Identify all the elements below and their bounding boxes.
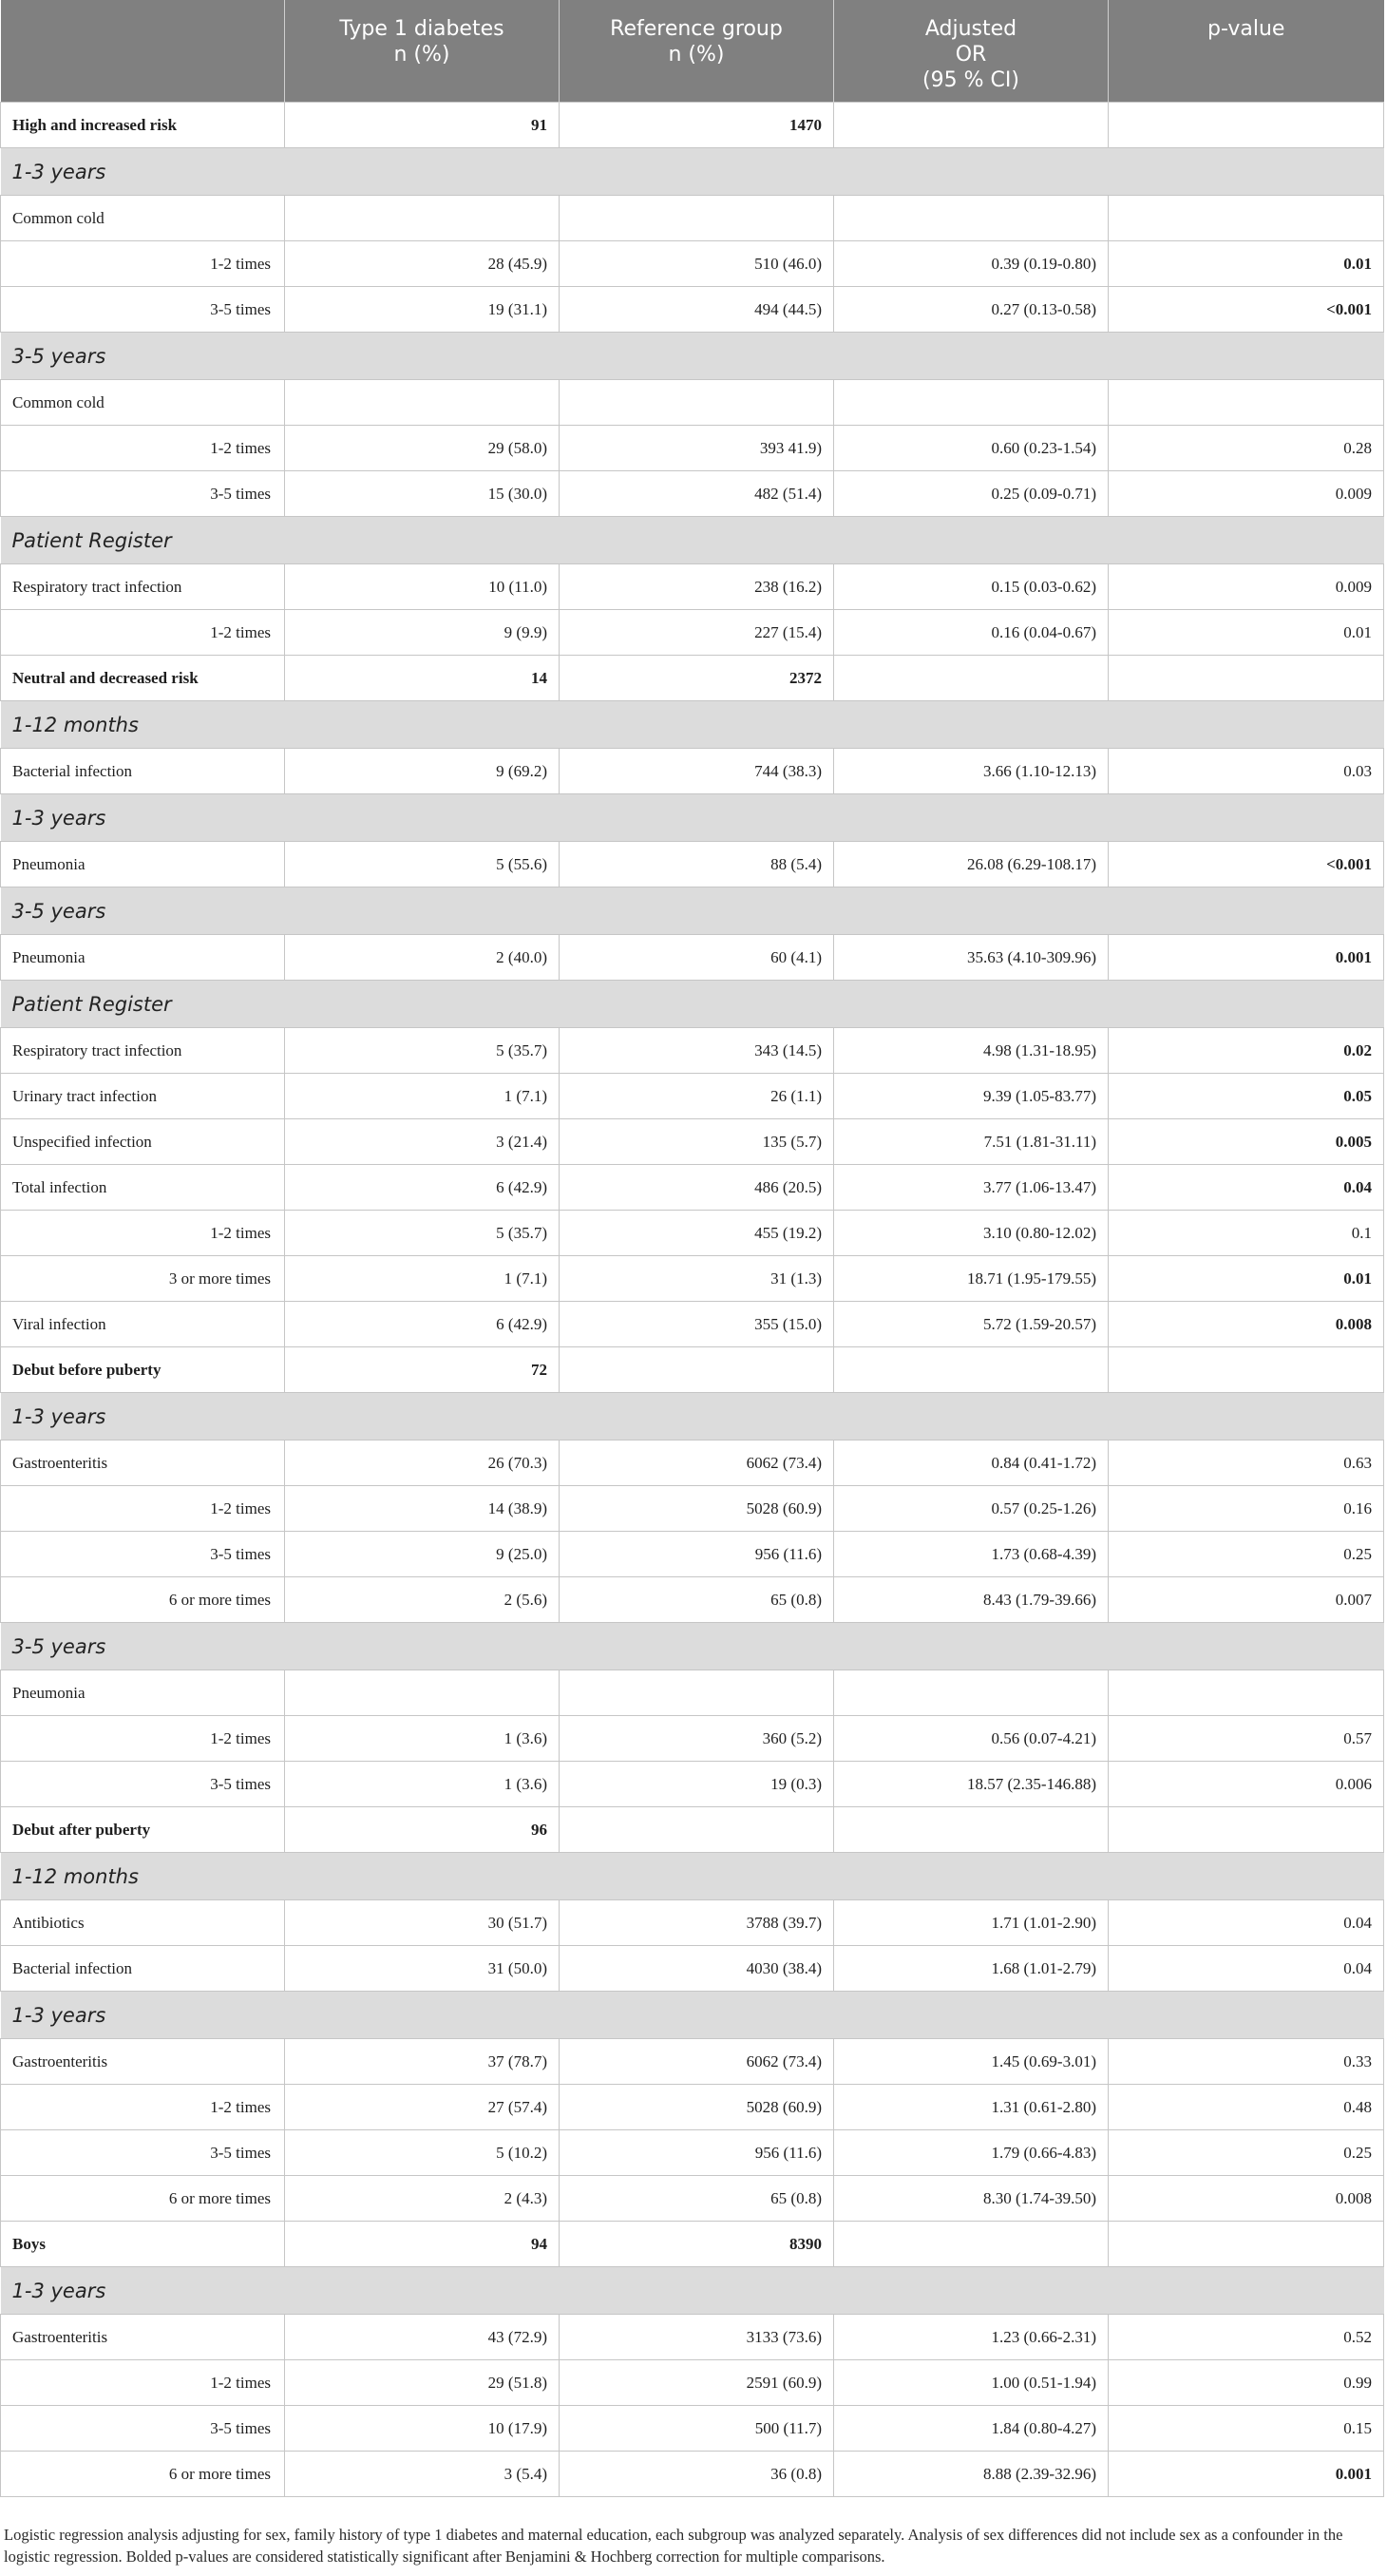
subgroup-row xyxy=(1,103,1384,148)
adjusted-or-value: 0.60 (0.23-1.54) xyxy=(834,426,1109,471)
outcome-row xyxy=(1,749,1384,794)
adjusted-or-value: 26.08 (6.29-108.17) xyxy=(834,842,1109,887)
header-line: OR xyxy=(955,43,987,67)
type1-diabetes-value: 2 (5.6) xyxy=(285,1577,560,1623)
empty-cell xyxy=(560,196,834,241)
section-title: 1-12 months xyxy=(1,701,1384,749)
row-label: Bacterial infection xyxy=(1,1946,285,1992)
adjusted-or-value: 0.15 (0.03-0.62) xyxy=(834,564,1109,610)
section-header-row xyxy=(1,1623,1384,1670)
section-header-row xyxy=(1,794,1384,842)
reference-group-value: 956 (11.6) xyxy=(560,2130,834,2176)
adjusted-or-value: 0.84 (0.41-1.72) xyxy=(834,1441,1109,1486)
section-header-row xyxy=(1,148,1384,196)
adjusted-or-value: 9.39 (1.05-83.77) xyxy=(834,1074,1109,1119)
outcome-row xyxy=(1,1900,1384,1946)
reference-group-value: 65 (0.8) xyxy=(560,2176,834,2222)
type1-diabetes-value: 30 (51.7) xyxy=(285,1900,560,1946)
type1-diabetes-value: 9 (25.0) xyxy=(285,1532,560,1577)
row-label: 1-2 times xyxy=(1,2360,285,2406)
type1-diabetes-value: 1 (7.1) xyxy=(285,1256,560,1302)
reference-group-value: 238 (16.2) xyxy=(560,564,834,610)
row-label: Respiratory tract infection xyxy=(1,564,285,610)
row-label: Pneumonia xyxy=(1,842,285,887)
significant-p-value: <0.001 xyxy=(1326,299,1372,318)
empty-cell xyxy=(285,380,560,426)
frequency-row xyxy=(1,2176,1384,2222)
type1-diabetes-value: 5 (10.2) xyxy=(285,2130,560,2176)
section-title: 3-5 years xyxy=(1,1623,1384,1670)
reference-group-value: 6062 (73.4) xyxy=(560,2039,834,2085)
header-line: Type 1 diabetes xyxy=(339,17,504,41)
reference-group-value: 135 (5.7) xyxy=(560,1119,834,1165)
section-title: 3-5 years xyxy=(1,887,1384,935)
empty-cell xyxy=(834,380,1109,426)
adjusted-or-value: 0.16 (0.04-0.67) xyxy=(834,610,1109,656)
significant-p-value: 0.005 xyxy=(1335,1132,1372,1151)
adjusted-or-value: 8.30 (1.74-39.50) xyxy=(834,2176,1109,2222)
section-title: 1-3 years xyxy=(1,1393,1384,1441)
reference-group-value: 360 (5.2) xyxy=(560,1716,834,1762)
p-value xyxy=(1109,656,1384,701)
row-label: Neutral and decreased risk xyxy=(1,656,285,701)
type1-diabetes-value: 26 (70.3) xyxy=(285,1441,560,1486)
type1-diabetes-value: 9 (9.9) xyxy=(285,610,560,656)
type1-diabetes-value: 94 xyxy=(285,2222,560,2267)
outcome-row xyxy=(1,935,1384,981)
reference-group-value: 227 (15.4) xyxy=(560,610,834,656)
reference-group-value: 343 (14.5) xyxy=(560,1028,834,1074)
row-label: Debut before puberty xyxy=(1,1347,285,1393)
section-header-row xyxy=(1,1853,1384,1900)
outcome-row xyxy=(1,2315,1384,2360)
reference-group-value: 1470 xyxy=(560,103,834,148)
significant-p-value: 0.04 xyxy=(1343,1177,1372,1196)
frequency-row xyxy=(1,1577,1384,1623)
row-label: Debut after puberty xyxy=(1,1807,285,1853)
type1-diabetes-value: 5 (55.6) xyxy=(285,842,560,887)
outcome-row xyxy=(1,564,1384,610)
p-value xyxy=(1109,1302,1384,1347)
section-title: 1-3 years xyxy=(1,148,1384,196)
section-header-row xyxy=(1,701,1384,749)
type1-diabetes-value: 29 (51.8) xyxy=(285,2360,560,2406)
section-title: 3-5 years xyxy=(1,333,1384,380)
outcome-row xyxy=(1,1946,1384,1992)
outcome-label-row xyxy=(1,1670,1384,1716)
header-line: Adjusted xyxy=(924,17,1017,41)
row-label: 1-2 times xyxy=(1,2085,285,2130)
type1-diabetes-value: 72 xyxy=(285,1347,560,1393)
row-label: 3 or more times xyxy=(1,1256,285,1302)
outcome-row xyxy=(1,1119,1384,1165)
reference-group-value: 31 (1.3) xyxy=(560,1256,834,1302)
header-reference-group xyxy=(560,0,834,103)
p-value: 0.006 xyxy=(1109,1762,1384,1807)
row-label: 1-2 times xyxy=(1,1486,285,1532)
section-header-row xyxy=(1,887,1384,935)
subgroup-row xyxy=(1,1807,1384,1853)
p-value: 0.52 xyxy=(1109,2315,1384,2360)
significant-p-value: 0.008 xyxy=(1335,1314,1372,1333)
type1-diabetes-value: 5 (35.7) xyxy=(285,1028,560,1074)
row-label: 1-2 times xyxy=(1,426,285,471)
empty-cell xyxy=(834,196,1109,241)
outcome-label-row xyxy=(1,196,1384,241)
section-title: Patient Register xyxy=(1,517,1384,564)
adjusted-or-value xyxy=(834,2222,1109,2267)
type1-diabetes-value: 19 (31.1) xyxy=(285,287,560,333)
p-value xyxy=(1109,1074,1384,1119)
adjusted-or-value: 1.00 (0.51-1.94) xyxy=(834,2360,1109,2406)
frequency-row xyxy=(1,287,1384,333)
frequency-row xyxy=(1,2085,1384,2130)
adjusted-or-value: 1.23 (0.66-2.31) xyxy=(834,2315,1109,2360)
frequency-row xyxy=(1,1762,1384,1807)
reference-group-value: 4030 (38.4) xyxy=(560,1946,834,1992)
type1-diabetes-value: 29 (58.0) xyxy=(285,426,560,471)
row-label: 6 or more times xyxy=(1,2452,285,2497)
p-value xyxy=(1109,1347,1384,1393)
reference-group-value: 455 (19.2) xyxy=(560,1211,834,1256)
section-header-row xyxy=(1,333,1384,380)
p-value xyxy=(1109,241,1384,287)
adjusted-or-value: 8.88 (2.39-32.96) xyxy=(834,2452,1109,2497)
reference-group-value xyxy=(560,1807,834,1853)
type1-diabetes-value: 96 xyxy=(285,1807,560,1853)
p-value: 0.008 xyxy=(1109,2176,1384,2222)
p-value: 0.48 xyxy=(1109,2085,1384,2130)
section-header-row xyxy=(1,1393,1384,1441)
p-value: 0.01 xyxy=(1109,610,1384,656)
header-adjusted-or xyxy=(834,0,1109,103)
reference-group-value: 482 (51.4) xyxy=(560,471,834,517)
empty-cell xyxy=(560,1670,834,1716)
type1-diabetes-value: 43 (72.9) xyxy=(285,2315,560,2360)
p-value xyxy=(1109,1256,1384,1302)
section-title: 1-3 years xyxy=(1,1992,1384,2039)
p-value xyxy=(1109,287,1384,333)
frequency-row xyxy=(1,241,1384,287)
type1-diabetes-value: 14 (38.9) xyxy=(285,1486,560,1532)
row-label: 6 or more times xyxy=(1,2176,285,2222)
outcome-row xyxy=(1,1302,1384,1347)
reference-group-value: 36 (0.8) xyxy=(560,2452,834,2497)
header-cell-blank xyxy=(1,0,285,103)
empty-cell xyxy=(1109,196,1384,241)
adjusted-or-value: 0.39 (0.19-0.80) xyxy=(834,241,1109,287)
adjusted-or-value xyxy=(834,1807,1109,1853)
adjusted-or-value: 35.63 (4.10-309.96) xyxy=(834,935,1109,981)
reference-group-value: 3133 (73.6) xyxy=(560,2315,834,2360)
row-label: 1-2 times xyxy=(1,1716,285,1762)
frequency-row xyxy=(1,1532,1384,1577)
type1-diabetes-value: 2 (40.0) xyxy=(285,935,560,981)
p-value xyxy=(1109,2222,1384,2267)
p-value xyxy=(1109,935,1384,981)
row-label: 3-5 times xyxy=(1,1532,285,1577)
adjusted-or-value: 0.57 (0.25-1.26) xyxy=(834,1486,1109,1532)
adjusted-or-value: 1.84 (0.80-4.27) xyxy=(834,2406,1109,2452)
adjusted-or-value: 5.72 (1.59-20.57) xyxy=(834,1302,1109,1347)
adjusted-or-value: 8.43 (1.79-39.66) xyxy=(834,1577,1109,1623)
reference-group-value: 2372 xyxy=(560,656,834,701)
type1-diabetes-value: 10 (11.0) xyxy=(285,564,560,610)
p-value: 0.1 xyxy=(1109,1211,1384,1256)
header-line: n (%) xyxy=(668,43,725,67)
significant-p-value: 0.001 xyxy=(1335,2464,1372,2483)
p-value: 0.99 xyxy=(1109,2360,1384,2406)
empty-cell xyxy=(285,1670,560,1716)
header-type1-diabetes xyxy=(285,0,560,103)
header-line: (95 % CI) xyxy=(922,68,1019,92)
outcome-label: Common cold xyxy=(1,380,285,426)
row-label: 1-2 times xyxy=(1,1211,285,1256)
subgroup-row xyxy=(1,1347,1384,1393)
p-value: 0.25 xyxy=(1109,1532,1384,1577)
adjusted-or-value: 1.79 (0.66-4.83) xyxy=(834,2130,1109,2176)
significant-p-value: 0.01 xyxy=(1343,254,1372,273)
row-label: 3-5 times xyxy=(1,471,285,517)
reference-group-value: 355 (15.0) xyxy=(560,1302,834,1347)
outcome-row xyxy=(1,842,1384,887)
outcome-label: Pneumonia xyxy=(1,1670,285,1716)
subgroup-row xyxy=(1,656,1384,701)
frequency-row xyxy=(1,2360,1384,2406)
outcome-row xyxy=(1,1074,1384,1119)
empty-cell xyxy=(1109,1670,1384,1716)
adjusted-or-value xyxy=(834,103,1109,148)
header-line: n (%) xyxy=(393,43,450,67)
adjusted-or-value: 3.66 (1.10-12.13) xyxy=(834,749,1109,794)
reference-group-value: 26 (1.1) xyxy=(560,1074,834,1119)
reference-group-value: 6062 (73.4) xyxy=(560,1441,834,1486)
row-label: 3-5 times xyxy=(1,2130,285,2176)
p-value: 0.25 xyxy=(1109,2130,1384,2176)
p-value: 0.57 xyxy=(1109,1716,1384,1762)
p-value xyxy=(1109,842,1384,887)
reference-group-value: 393 41.9) xyxy=(560,426,834,471)
type1-diabetes-value: 31 (50.0) xyxy=(285,1946,560,1992)
p-value xyxy=(1109,1807,1384,1853)
section-title: 1-3 years xyxy=(1,794,1384,842)
adjusted-or-value: 7.51 (1.81-31.11) xyxy=(834,1119,1109,1165)
header-p-value xyxy=(1109,0,1384,103)
type1-diabetes-value: 10 (17.9) xyxy=(285,2406,560,2452)
p-value: 0.33 xyxy=(1109,2039,1384,2085)
table-header xyxy=(1,0,1384,103)
p-value: 0.009 xyxy=(1109,471,1384,517)
table-footnote: Logistic regression analysis adjusting for sex, family history of type 1 diabetes and maternal education, each subgroup was analyzed separately. Analysis of sex differences did not include sex as a confounder in the logistic regression. Bolded p-values are considered statistically significant after Benjamini & Hochberg correction for multiple comparisons. xyxy=(4,2526,1343,2566)
reference-group-value: 88 (5.4) xyxy=(560,842,834,887)
outcome-row xyxy=(1,1441,1384,1486)
significant-p-value: 0.02 xyxy=(1343,1040,1372,1059)
type1-diabetes-value: 28 (45.9) xyxy=(285,241,560,287)
row-label: Pneumonia xyxy=(1,935,285,981)
type1-diabetes-value: 27 (57.4) xyxy=(285,2085,560,2130)
p-value xyxy=(1109,1119,1384,1165)
row-label: 6 or more times xyxy=(1,1577,285,1623)
header-line: p-value xyxy=(1207,17,1285,41)
row-label: Boys xyxy=(1,2222,285,2267)
type1-diabetes-value: 15 (30.0) xyxy=(285,471,560,517)
section-title: 1-12 months xyxy=(1,1853,1384,1900)
frequency-row xyxy=(1,2130,1384,2176)
outcome-label-row xyxy=(1,380,1384,426)
adjusted-or-value xyxy=(834,1347,1109,1393)
adjusted-or-value: 1.45 (0.69-3.01) xyxy=(834,2039,1109,2085)
row-label: Viral infection xyxy=(1,1302,285,1347)
reference-group-value: 2591 (60.9) xyxy=(560,2360,834,2406)
significant-p-value: 0.01 xyxy=(1343,1269,1372,1288)
row-label: Respiratory tract infection xyxy=(1,1028,285,1074)
p-value: 0.28 xyxy=(1109,426,1384,471)
frequency-row xyxy=(1,1211,1384,1256)
section-header-row xyxy=(1,517,1384,564)
p-value: 0.16 xyxy=(1109,1486,1384,1532)
row-label: Unspecified infection xyxy=(1,1119,285,1165)
reference-group-value: 510 (46.0) xyxy=(560,241,834,287)
frequency-row xyxy=(1,2452,1384,2497)
reference-group-value xyxy=(560,1347,834,1393)
p-value: 0.04 xyxy=(1109,1900,1384,1946)
adjusted-or-value: 3.10 (0.80-12.02) xyxy=(834,1211,1109,1256)
significant-p-value: <0.001 xyxy=(1326,854,1372,873)
type1-diabetes-value: 37 (78.7) xyxy=(285,2039,560,2085)
section-header-row xyxy=(1,981,1384,1028)
row-label: Gastroenteritis xyxy=(1,2039,285,2085)
empty-cell xyxy=(285,196,560,241)
reference-group-value: 8390 xyxy=(560,2222,834,2267)
p-value: 0.63 xyxy=(1109,1441,1384,1486)
reference-group-value: 65 (0.8) xyxy=(560,1577,834,1623)
adjusted-or-value: 0.25 (0.09-0.71) xyxy=(834,471,1109,517)
header-row xyxy=(1,0,1384,103)
reference-group-value: 956 (11.6) xyxy=(560,1532,834,1577)
frequency-row xyxy=(1,426,1384,471)
type1-diabetes-value: 9 (69.2) xyxy=(285,749,560,794)
reference-group-value: 5028 (60.9) xyxy=(560,2085,834,2130)
row-label: Gastroenteritis xyxy=(1,1441,285,1486)
type1-diabetes-value: 14 xyxy=(285,656,560,701)
row-label: Antibiotics xyxy=(1,1900,285,1946)
row-label: High and increased risk xyxy=(1,103,285,148)
adjusted-or-value: 0.27 (0.13-0.58) xyxy=(834,287,1109,333)
reference-group-value: 486 (20.5) xyxy=(560,1165,834,1211)
significant-p-value: 0.05 xyxy=(1343,1086,1372,1105)
outcome-row xyxy=(1,1028,1384,1074)
p-value: 0.04 xyxy=(1109,1946,1384,1992)
outcome-label: Common cold xyxy=(1,196,285,241)
p-value xyxy=(1109,1165,1384,1211)
outcome-row xyxy=(1,2039,1384,2085)
section-title: 1-3 years xyxy=(1,2267,1384,2315)
frequency-row xyxy=(1,471,1384,517)
row-label: 1-2 times xyxy=(1,241,285,287)
reference-group-value: 5028 (60.9) xyxy=(560,1486,834,1532)
type1-diabetes-value: 5 (35.7) xyxy=(285,1211,560,1256)
section-header-row xyxy=(1,1992,1384,2039)
frequency-row xyxy=(1,1716,1384,1762)
p-value: 0.009 xyxy=(1109,564,1384,610)
p-value xyxy=(1109,1028,1384,1074)
section-header-row xyxy=(1,2267,1384,2315)
row-label: 3-5 times xyxy=(1,2406,285,2452)
p-value: 0.15 xyxy=(1109,2406,1384,2452)
type1-diabetes-value: 3 (5.4) xyxy=(285,2452,560,2497)
frequency-row xyxy=(1,2406,1384,2452)
p-value: 0.007 xyxy=(1109,1577,1384,1623)
type1-diabetes-value: 91 xyxy=(285,103,560,148)
adjusted-or-value: 18.57 (2.35-146.88) xyxy=(834,1762,1109,1807)
type1-diabetes-value: 2 (4.3) xyxy=(285,2176,560,2222)
reference-group-value: 494 (44.5) xyxy=(560,287,834,333)
reference-group-value: 500 (11.7) xyxy=(560,2406,834,2452)
adjusted-or-value: 18.71 (1.95-179.55) xyxy=(834,1256,1109,1302)
reference-group-value: 3788 (39.7) xyxy=(560,1900,834,1946)
adjusted-or-value xyxy=(834,656,1109,701)
p-value: 0.03 xyxy=(1109,749,1384,794)
p-value xyxy=(1109,2452,1384,2497)
frequency-row xyxy=(1,1256,1384,1302)
type1-diabetes-value: 1 (3.6) xyxy=(285,1762,560,1807)
adjusted-or-value: 1.71 (1.01-2.90) xyxy=(834,1900,1109,1946)
adjusted-or-value: 1.31 (0.61-2.80) xyxy=(834,2085,1109,2130)
reference-group-value: 19 (0.3) xyxy=(560,1762,834,1807)
frequency-row xyxy=(1,1486,1384,1532)
type1-diabetes-value: 1 (3.6) xyxy=(285,1716,560,1762)
reference-group-value: 60 (4.1) xyxy=(560,935,834,981)
row-label: Urinary tract infection xyxy=(1,1074,285,1119)
type1-diabetes-value: 3 (21.4) xyxy=(285,1119,560,1165)
empty-cell xyxy=(560,380,834,426)
row-label: 1-2 times xyxy=(1,610,285,656)
type1-diabetes-value: 6 (42.9) xyxy=(285,1302,560,1347)
table-body xyxy=(1,103,1384,2497)
adjusted-or-value: 3.77 (1.06-13.47) xyxy=(834,1165,1109,1211)
subgroup-row xyxy=(1,2222,1384,2267)
type1-diabetes-value: 1 (7.1) xyxy=(285,1074,560,1119)
p-value xyxy=(1109,103,1384,148)
adjusted-or-value: 0.56 (0.07-4.21) xyxy=(834,1716,1109,1762)
section-title: Patient Register xyxy=(1,981,1384,1028)
row-label: 3-5 times xyxy=(1,287,285,333)
row-label: Bacterial infection xyxy=(1,749,285,794)
significant-p-value: 0.001 xyxy=(1335,947,1372,966)
adjusted-or-value: 1.68 (1.01-2.79) xyxy=(834,1946,1109,1992)
header-line: Reference group xyxy=(610,17,783,41)
empty-cell xyxy=(1109,380,1384,426)
outcome-row xyxy=(1,1165,1384,1211)
frequency-row xyxy=(1,610,1384,656)
adjusted-or-value: 1.73 (0.68-4.39) xyxy=(834,1532,1109,1577)
row-label: Gastroenteritis xyxy=(1,2315,285,2360)
adjusted-or-value: 4.98 (1.31-18.95) xyxy=(834,1028,1109,1074)
empty-cell xyxy=(834,1670,1109,1716)
row-label: Total infection xyxy=(1,1165,285,1211)
reference-group-value: 744 (38.3) xyxy=(560,749,834,794)
row-label: 3-5 times xyxy=(1,1762,285,1807)
type1-diabetes-value: 6 (42.9) xyxy=(285,1165,560,1211)
